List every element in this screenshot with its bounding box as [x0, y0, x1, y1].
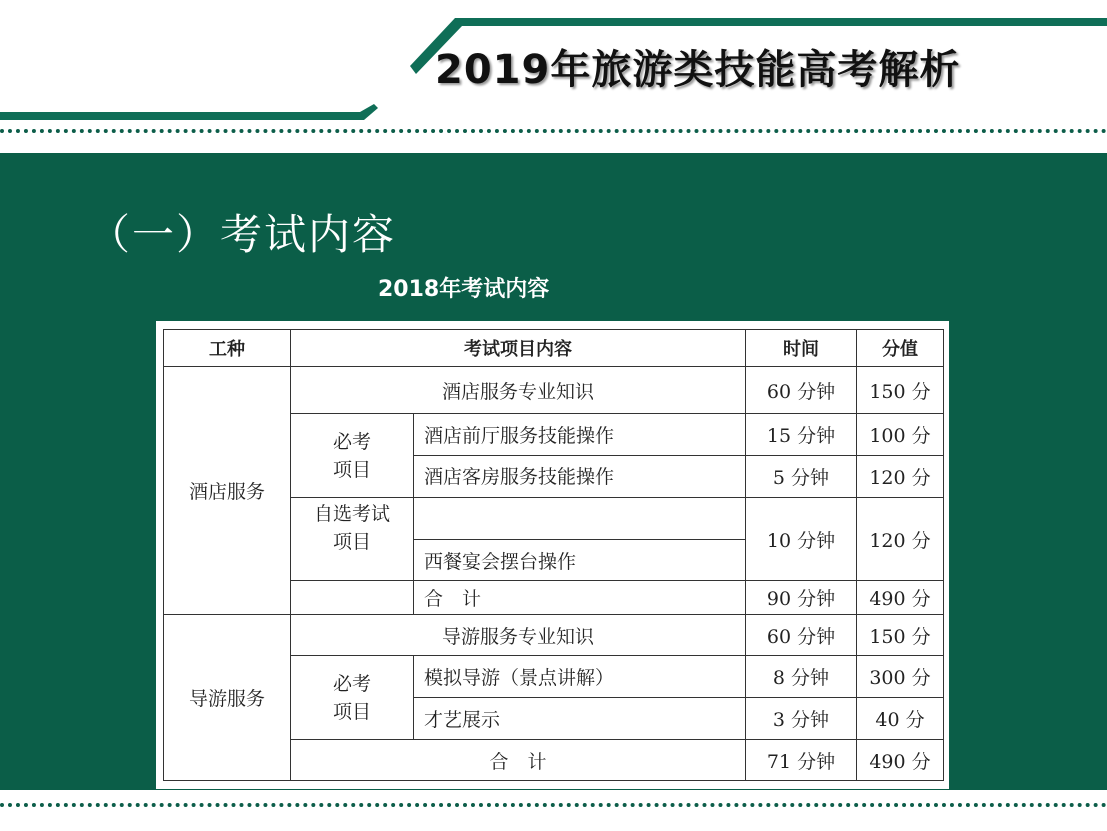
score-cell: 100 分	[857, 414, 944, 456]
time-cell: 5 分钟	[746, 456, 857, 498]
table-header-row	[164, 330, 944, 367]
time-cell: 15 分钟	[746, 414, 857, 456]
dotted-divider-bottom	[0, 803, 1107, 807]
blank-cell	[291, 581, 414, 615]
score-cell: 490 分	[857, 740, 944, 781]
score-cell: 490 分	[857, 581, 944, 615]
item-housekeeping: 酒店客房服务技能操作	[414, 456, 746, 498]
exam-content-table	[163, 329, 944, 781]
item-elective: 西餐宴会摆台操作	[414, 540, 746, 581]
table-row	[164, 615, 944, 656]
score-cell: 300 分	[857, 656, 944, 698]
required-label-hotel: 必考项目	[291, 414, 414, 498]
time-cell: 71 分钟	[746, 740, 857, 781]
item-guide-knowledge: 导游服务专业知识	[291, 615, 746, 656]
score-cell: 120 分	[857, 498, 944, 581]
item-talent: 才艺展示	[414, 698, 746, 740]
item-hotel-knowledge: 酒店服务专业知识	[291, 367, 746, 414]
trade-guide: 导游服务	[164, 615, 291, 781]
time-cell: 60 分钟	[746, 615, 857, 656]
time-cell: 90 分钟	[746, 581, 857, 615]
elective-label: 自选考试项目	[291, 498, 414, 581]
score-cell: 150 分	[857, 615, 944, 656]
time-cell: 8 分钟	[746, 656, 857, 698]
page-title: 2019年旅游类技能高考解析	[435, 47, 961, 93]
total-label-hotel: 合 计	[414, 581, 746, 615]
item-front-desk: 酒店前厅服务技能操作	[414, 414, 746, 456]
header-content: 考试项目内容	[291, 330, 746, 367]
blank-cell	[414, 498, 746, 540]
exam-table-card	[156, 321, 949, 789]
time-cell: 60 分钟	[746, 367, 857, 414]
section-heading: （一）考试内容	[88, 210, 397, 259]
total-label-guide: 合 计	[291, 740, 746, 781]
time-cell: 10 分钟	[746, 498, 857, 581]
table-caption: 2018年考试内容	[378, 277, 550, 302]
item-simulated-guide: 模拟导游（景点讲解）	[414, 656, 746, 698]
header-time: 时间	[746, 330, 857, 367]
score-cell: 40 分	[857, 698, 944, 740]
header-trade: 工种	[164, 330, 291, 367]
header-score: 分值	[857, 330, 944, 367]
score-cell: 150 分	[857, 367, 944, 414]
trade-hotel: 酒店服务	[164, 367, 291, 615]
time-cell: 3 分钟	[746, 698, 857, 740]
table-row	[164, 367, 944, 414]
required-label-guide: 必考项目	[291, 656, 414, 740]
dotted-divider-top	[0, 129, 1107, 133]
score-cell: 120 分	[857, 456, 944, 498]
